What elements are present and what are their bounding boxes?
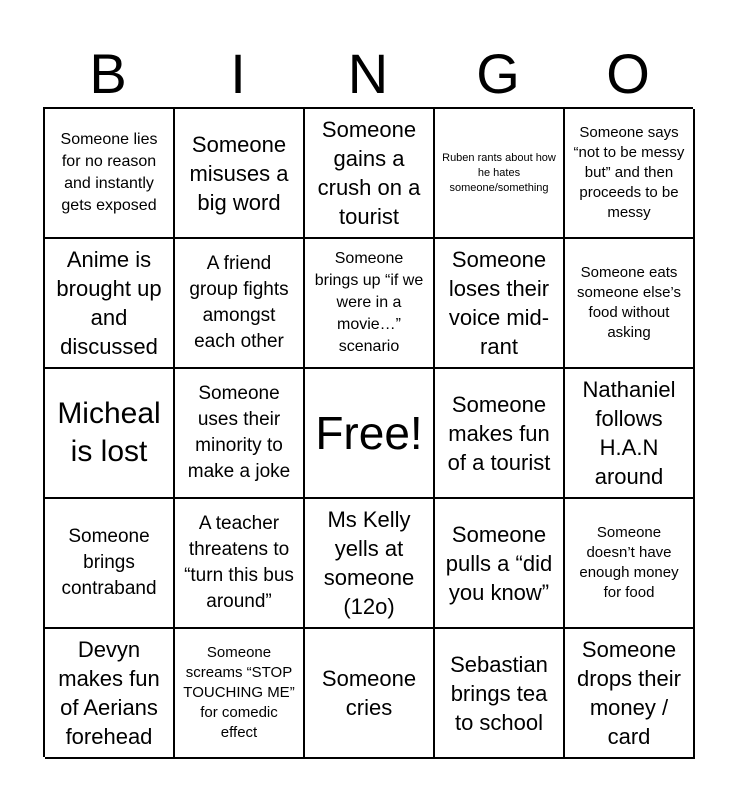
bingo-cell-text: Micheal is lost (57, 397, 161, 468)
bingo-cell[interactable] (305, 499, 435, 629)
bingo-cell[interactable] (45, 629, 175, 759)
bingo-cell-text: Someone lies for no reason and instantly gets exposed (60, 131, 158, 214)
bingo-cell-text: Someone makes fun of a tourist (447, 391, 551, 475)
bingo-cell-text: Ruben rants about how he hates someone/something (442, 151, 556, 194)
bingo-cell-text: Free! (315, 407, 423, 459)
bingo-cell-text: Someone drops their money / card (577, 637, 681, 749)
header-letter-n: N (347, 42, 389, 105)
bingo-cell[interactable] (45, 239, 175, 369)
bingo-cell[interactable] (435, 629, 565, 759)
bingo-cell-text: Ms Kelly yells at someone (12o) (323, 507, 415, 619)
bingo-cell-text: Someone cries (321, 666, 417, 720)
bingo-cell[interactable] (565, 629, 695, 759)
bingo-cell-text: Someone screams “STOP TOUCHING ME” for comedic effect (183, 644, 295, 741)
bingo-cell-text: A teacher threatens to “turn this bus around” (184, 513, 294, 612)
bingo-cell-text: Someone uses their minority to make a joke (187, 383, 291, 482)
bingo-cell[interactable] (175, 239, 305, 369)
bingo-cell-text: Someone loses their voice mid-rant (448, 247, 550, 359)
bingo-cell[interactable] (565, 369, 695, 499)
bingo-cell[interactable] (45, 369, 175, 499)
bingo-cell[interactable] (435, 109, 565, 239)
bingo-cell[interactable] (305, 109, 435, 239)
bingo-cell-text: Someone eats someone else’s food without asking (577, 264, 681, 341)
bingo-cell[interactable] (435, 369, 565, 499)
bingo-cell-text: Someone says “not to be messy but” and then proceeds to be messy (573, 124, 685, 221)
bingo-cell-text: Someone misuses a big word (189, 131, 289, 215)
bingo-cell-text: Someone doesn’t have enough money for food (579, 524, 679, 601)
bingo-cell[interactable] (45, 109, 175, 239)
header-letter-i: I (230, 42, 246, 105)
bingo-cell-text: Someone gains a crush on a tourist (317, 117, 421, 229)
bingo-cell[interactable] (435, 239, 565, 369)
bingo-cell-text: Nathaniel follows H.A.N around (582, 377, 676, 489)
bingo-cell-text: Devyn makes fun of Aerians forehead (58, 637, 160, 749)
bingo-cell[interactable] (565, 499, 695, 629)
bingo-card-grid (43, 107, 693, 757)
bingo-cell[interactable] (305, 629, 435, 759)
header-letter-g: G (476, 42, 520, 105)
bingo-cell-text: Someone brings contraband (61, 526, 157, 599)
bingo-header (43, 40, 693, 108)
bingo-cell-text: Sebastian brings tea to school (450, 651, 548, 735)
bingo-cell-free[interactable] (305, 369, 435, 499)
bingo-cell[interactable] (175, 109, 305, 239)
bingo-cell[interactable] (565, 109, 695, 239)
bingo-cell-text: A friend group fights amongst each other (189, 253, 289, 352)
bingo-cell-text: Someone brings up “if we were in a movie…” scenario (314, 250, 424, 355)
bingo-cell[interactable] (435, 499, 565, 629)
bingo-cell-text: Someone pulls a “did you know” (445, 521, 553, 605)
header-letter-b: B (89, 42, 127, 105)
bingo-cell[interactable] (565, 239, 695, 369)
bingo-cell-text: Anime is brought up and discussed (56, 247, 162, 359)
header-letter-o: O (606, 42, 650, 105)
bingo-cell[interactable] (175, 629, 305, 759)
bingo-cell[interactable] (45, 499, 175, 629)
bingo-cell[interactable] (175, 369, 305, 499)
bingo-cell[interactable] (305, 239, 435, 369)
bingo-cell[interactable] (175, 499, 305, 629)
